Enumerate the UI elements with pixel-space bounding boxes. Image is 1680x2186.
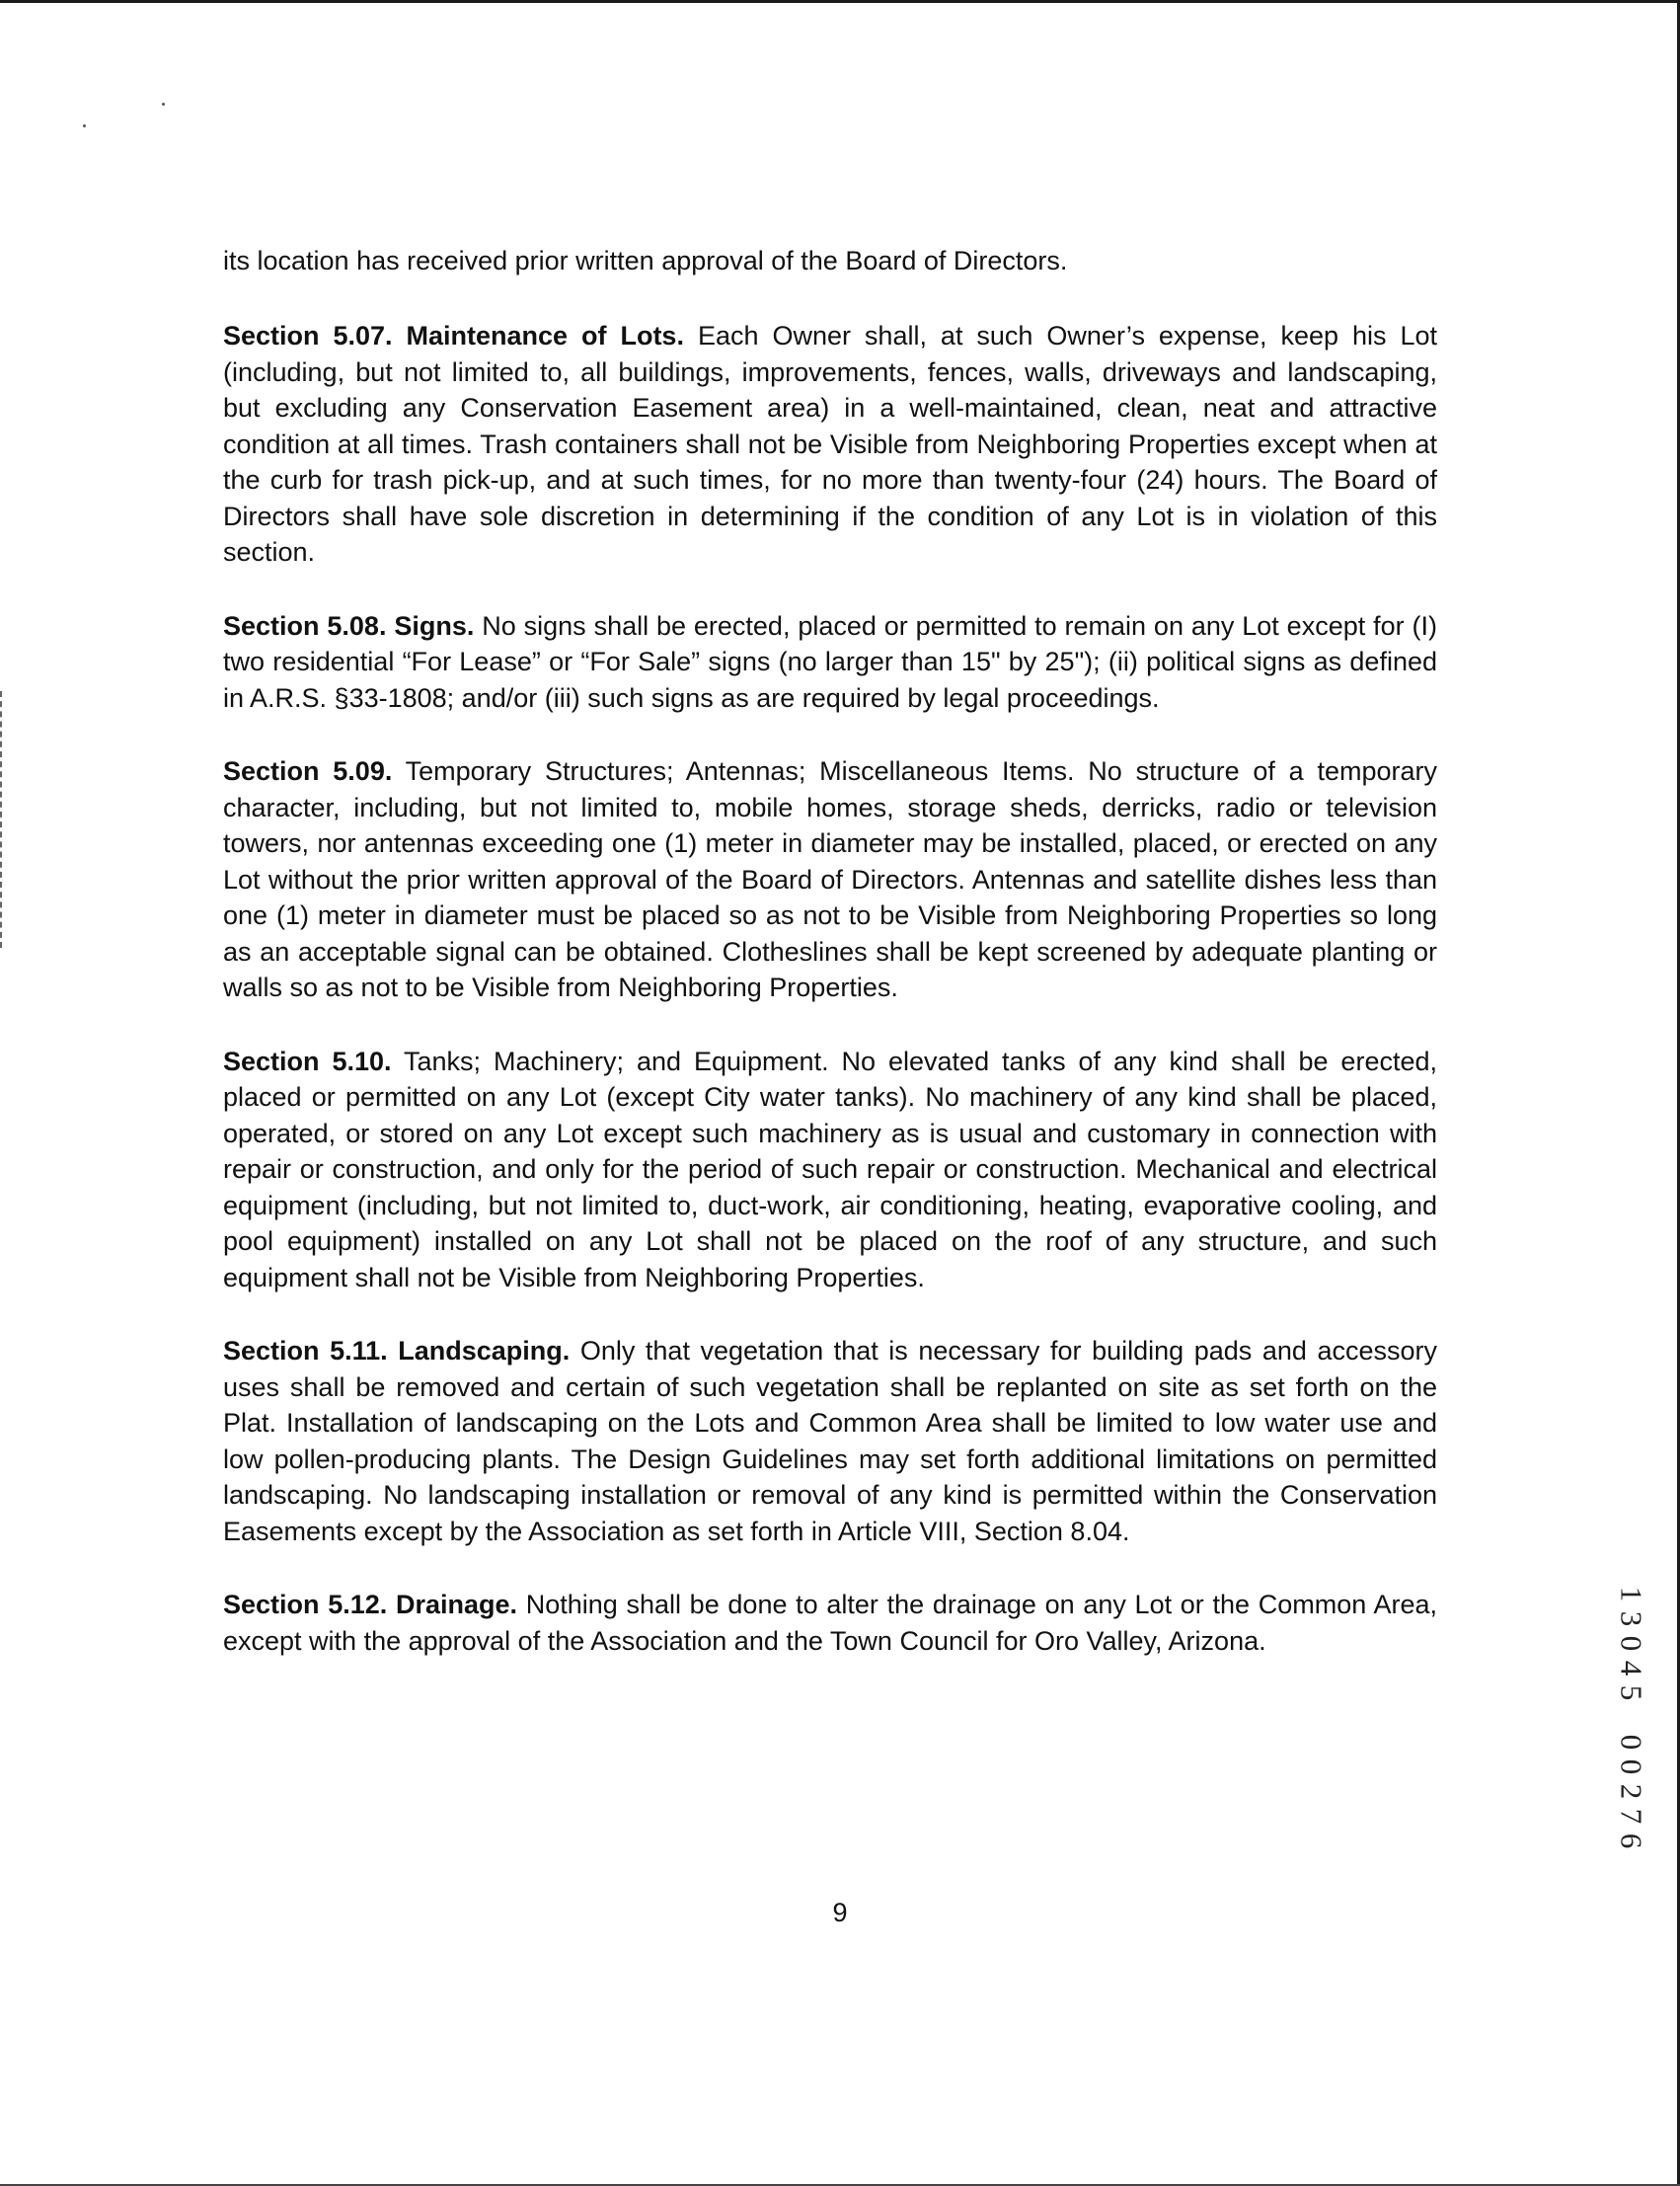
section-heading: Section 5.08. Signs.	[223, 610, 475, 641]
section-5-08	[223, 608, 1437, 717]
section-5-07	[223, 318, 1437, 571]
recording-stamp	[1615, 1582, 1648, 1853]
page-number: 9	[832, 1898, 848, 1927]
section-5-09	[223, 753, 1437, 1006]
section-5-11	[223, 1333, 1437, 1549]
section-body: No signs shall be erected, placed or permitted to remain on any Lot except for (I) two residential “For Lease” or “For Sale” signs (no larger than 15" by 25"); (ii) political signs as defined in A.R.S. §33-1808; and/or (iii) such signs as are required by legal proceedings.	[223, 610, 1437, 713]
section-body: Tanks; Machinery; and Equipment. No elevated tanks of any kind shall be erected, placed or permitted on any Lot (except City water tanks). No machinery of any kind shall be placed, operated, or stored on any Lot except such machinery as is usual and customary in connection with repair or construction, and only for the period of such repair or construction. Mechanical and electrical equipment (including, but not limited to, duct-work, air conditioning, heating, evaporative cooling, and pool equipment) installed on any Lot shall not be placed on the roof of any structure, and such equipment shall not be Visible from Neighboring Properties.	[223, 1046, 1437, 1292]
section-body: Temporary Structures; Antennas; Miscellaneous Items. No structure of a temporary character, including, but not limited to, mobile homes, storage sheds, derricks, radio or television towers, nor antennas exceeding one (1) meter in diameter may be installed, placed, or erected on any Lot without the prior written approval of the Board of Directors. Antennas and satellite dishes less than one (1) meter in diameter must be placed so as not to be Visible from Neighboring Properties so long as an acceptable signal can be obtained. Clotheslines shall be kept screened by adequate planting or walls so as not to be Visible from Neighboring Properties.	[223, 756, 1437, 1002]
section-heading: Section 5.12. Drainage.	[223, 1590, 517, 1619]
stamp-character: 2	[1614, 1783, 1649, 1800]
stamp-character: 7	[1614, 1808, 1649, 1825]
document-body	[223, 243, 1437, 1696]
section-5-12	[223, 1587, 1437, 1659]
section-heading: Section 5.07. Maintenance of Lots.	[223, 321, 684, 351]
section-heading: Section 5.10.	[223, 1046, 392, 1076]
section-heading: Section 5.11. Landscaping.	[223, 1336, 571, 1366]
stamp-character: 5	[1614, 1684, 1649, 1701]
scan-speck	[162, 103, 165, 106]
continuation-line: its location has received prior written approval of the Board of Directors.	[223, 246, 1068, 275]
section-body: Nothing shall be done to alter the drainage on any Lot or the Common Area, except with the approval of the Association and the Town Council for Oro Valley, Arizona.	[223, 1590, 1437, 1656]
stamp-character: 0	[1614, 1734, 1649, 1751]
scan-speck	[83, 124, 86, 127]
scan-left-edge-marks	[0, 691, 4, 948]
page-top-edge	[0, 0, 1680, 3]
stamp-character: 4	[1614, 1660, 1649, 1677]
section-5-10	[223, 1044, 1437, 1296]
stamp-character: 6	[1614, 1833, 1649, 1849]
section-body: Each Owner shall, at such Owner’s expense, keep his Lot (including, but not limited to, all buildings, improvements, fences, walls, driveways and landscaping, but excluding any Conservation Easement area) in a well-maintained, clean, neat and attractive condition at all times. Trash containers shall not be Visible from Neighboring Properties except when at the curb for trash pick-up, and at such times, for no more than twenty-four (24) hours. The Board of Directors shall have sole discretion in determining if the condition of any Lot is in violation of this section.	[223, 321, 1437, 567]
stamp-character: 0	[1614, 1635, 1649, 1652]
stamp-character: 1	[1614, 1586, 1649, 1602]
stamp-character: 3	[1614, 1610, 1649, 1627]
section-body: Only that vegetation that is necessary for building pads and accessory uses shall be removed and certain of such vegetation shall be replanted on site as set forth on the Plat. Installation of landscaping on the Lots and Common Area shall be limited to low water use and low pollen-producing plants. The Design Guidelines may set forth additional limitations on permitted landscaping. No landscaping installation or removal of any kind is permitted within the Conservation Easements except by the Association as set forth in Article VIII, Section 8.04.	[223, 1336, 1437, 1546]
stamp-character: 0	[1614, 1758, 1649, 1775]
section-heading: Section 5.09.	[223, 756, 393, 786]
